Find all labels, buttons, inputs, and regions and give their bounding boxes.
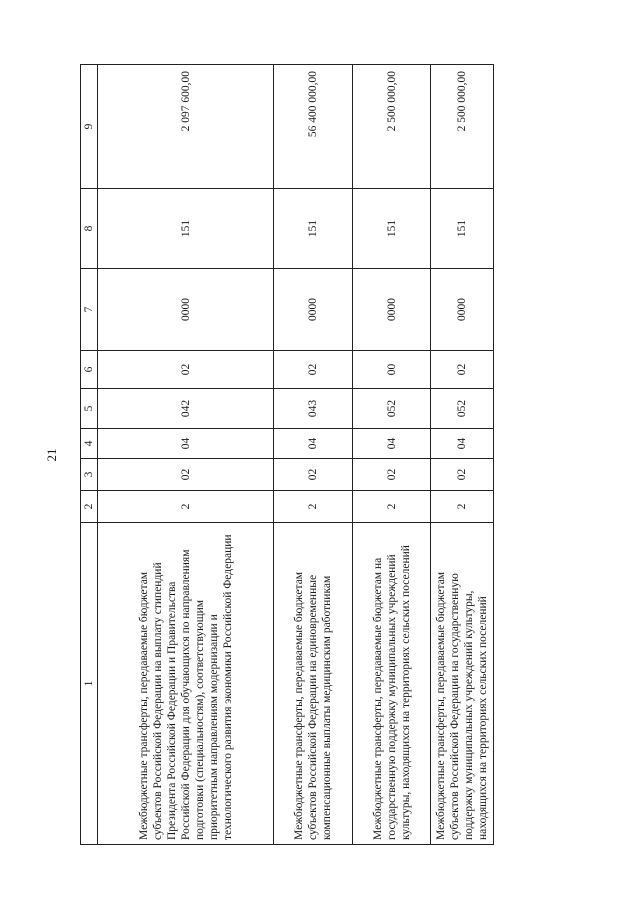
cell-col4: 04 (431, 429, 494, 459)
cell-col2: 2 (431, 491, 494, 523)
cell-amount: 2 500 000,00 (353, 65, 431, 189)
column-header: 6 (81, 351, 98, 389)
cell-col7: 0000 (98, 269, 274, 351)
cell-col6: 02 (274, 351, 353, 389)
cell-col6: 02 (431, 351, 494, 389)
cell-col7: 0000 (431, 269, 494, 351)
cell-col7: 0000 (274, 269, 353, 351)
column-header: 3 (81, 459, 98, 491)
cell-col8: 151 (98, 189, 274, 269)
column-header: 4 (81, 429, 98, 459)
column-header: 8 (81, 189, 98, 269)
header-row (81, 65, 98, 845)
cell-col3: 02 (431, 459, 494, 491)
cell-col4: 04 (274, 429, 353, 459)
table-row (431, 65, 494, 845)
cell-col5: 052 (353, 389, 431, 429)
cell-col5: 052 (431, 389, 494, 429)
table-row (98, 65, 274, 845)
cell-amount: 2 097 600,00 (98, 65, 274, 189)
cell-col6: 00 (353, 351, 431, 389)
table-row (274, 65, 353, 845)
column-header: 2 (81, 491, 98, 523)
cell-col4: 04 (353, 429, 431, 459)
column-header: 7 (81, 269, 98, 351)
column-header: 5 (81, 389, 98, 429)
cell-col2: 2 (98, 491, 274, 523)
rotated-page (44, 65, 489, 845)
cell-col3: 02 (274, 459, 353, 491)
cell-amount: 2 500 000,00 (431, 65, 494, 189)
cell-col3: 02 (98, 459, 274, 491)
cell-col5: 043 (274, 389, 353, 429)
cell-col8: 151 (274, 189, 353, 269)
cell-col5: 042 (98, 389, 274, 429)
column-header: 9 (81, 65, 98, 189)
cell-col8: 151 (353, 189, 431, 269)
page-number: 21 (44, 448, 59, 462)
row-description: Межбюджетные трансферты, передаваемые бюджетам на государственную поддержку муниципальных учреждений культуры, находящихся на территориях сельских поселений (353, 523, 431, 845)
row-description: Межбюджетные трансферты, передаваемые бюджетам субъектов Российской Федерации на выплату стипендий Президента Российской Федерации и Правительства Российской Федерации для обучающихся по направлениям подготовки (специальностям), соответствующим приоритетным направлениям модернизации и технологического развития экономики Российской Федерации (98, 523, 274, 845)
cell-col6: 02 (98, 351, 274, 389)
table-row (353, 65, 431, 845)
cell-col3: 02 (353, 459, 431, 491)
row-description: Межбюджетные трансферты, передаваемые бюджетам субъектов Российской Федерации на единовременные компенсационные выплаты медицинским работникам (274, 523, 353, 845)
cell-col8: 151 (431, 189, 494, 269)
cell-col2: 2 (353, 491, 431, 523)
column-header: 1 (81, 523, 98, 845)
cell-col4: 04 (98, 429, 274, 459)
row-description: Межбюджетные трансферты, передаваемые бюджетам субъектов Российской Федерации на государственную поддержку муниципальных учреждений культуры, находящихся на территориях сельских поселений (431, 523, 494, 845)
cell-col2: 2 (274, 491, 353, 523)
budget-table (80, 64, 494, 845)
cell-col7: 0000 (353, 269, 431, 351)
cell-amount: 56 400 000,00 (274, 65, 353, 189)
